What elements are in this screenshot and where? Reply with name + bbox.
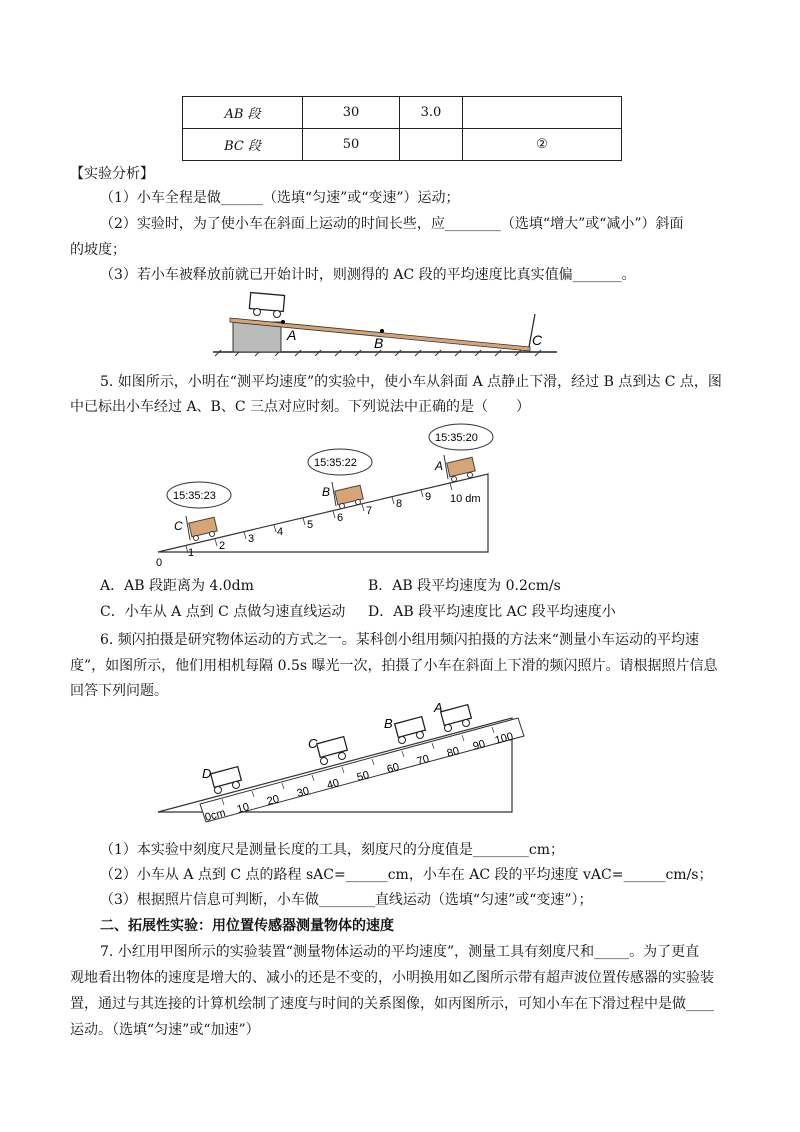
q6-stem-cont: 度”，如图所示，他们用相机每隔 0.5s 曝光一次，拍摄了小车在斜面上下滑的频闪照片。请根据照片信息	[70, 658, 718, 674]
label-a: A	[287, 327, 297, 343]
q6-sub3: （3）根据照片信息可判断，小车做________直线运动（选填“匀速”或“变速”）；	[100, 892, 593, 908]
tick-label: 2	[219, 540, 226, 552]
tick-label: 30	[295, 785, 311, 800]
tick-label: 10 dm	[450, 493, 481, 505]
label-b: B	[374, 335, 384, 351]
label-c: C	[308, 736, 318, 751]
figure-incline-2	[150, 422, 500, 572]
timestamp-a: 15:35:20	[435, 432, 478, 444]
tick-label: 80	[445, 745, 461, 760]
tick-label: 6	[337, 512, 344, 524]
tick-label: 50	[355, 769, 371, 784]
label-a: A	[435, 459, 444, 473]
tick-label: 4	[277, 526, 284, 538]
tick-label: 60	[385, 761, 401, 776]
tick-label: 0cm	[203, 806, 227, 824]
table-cell: 30	[303, 97, 400, 129]
table-cell: 3.0	[400, 97, 463, 129]
label-b: B	[322, 485, 331, 499]
q5-stem-cont: 中已标出小车经过 A、B、C 三点对应时刻。下列说法中正确的是（ ）	[70, 399, 531, 415]
figure-incline-3	[152, 700, 532, 830]
analysis-q2: （2）实验时，为了使小车在斜面上运动的时间长些，应________（选填“增大”或“减小”）斜面	[100, 216, 684, 232]
table-cell: AB 段	[183, 97, 303, 129]
label-d: D	[202, 766, 212, 781]
tick-label: 40	[325, 777, 341, 792]
section-title: 二、拓展性实验：用位置传感器测量物体的速度	[100, 918, 394, 934]
q5-stem: 5. 如图所示，小明在“测平均速度”的实验中，使小车从斜面 A 点静止下滑，经过 B 点到达 C 点，图	[100, 374, 722, 390]
q7-text-cont3: 运动。（选填“匀速”或“加速”）	[70, 1022, 260, 1038]
table-cell	[400, 129, 463, 161]
analysis-q3: （3）若小车被释放前就已开始计时，则测得的 AC 段的平均速度比真实值偏_______。	[100, 267, 636, 283]
option-c: C．小车从 A 点到 C 点做匀速直线运动	[100, 604, 346, 620]
label-c: C	[174, 519, 183, 533]
option-d: D．AB 段平均速度比 AC 段平均速度小	[368, 604, 616, 620]
tick-label: 90	[471, 738, 487, 753]
q6-sub2: （2）小车从 A 点到 C 点的路程 sAC=______cm，小车在 AC 段的平均速度 vAC=______cm/s；	[100, 867, 713, 883]
table-row	[183, 97, 622, 129]
tick-label: 70	[415, 753, 431, 768]
tick-label: 5	[307, 519, 314, 531]
tick-label: 1	[188, 547, 195, 559]
tick-label: 10	[235, 801, 251, 816]
timestamp-c: 15:35:23	[173, 490, 216, 502]
analysis-q2-cont: 的坡度；	[70, 242, 126, 258]
table-cell: BC 段	[183, 129, 303, 161]
option-a: A．AB 段距离为 4.0dm	[100, 578, 254, 594]
tick-label: 3	[248, 533, 255, 545]
q7-text: 7. 小红用甲图所示的实验装置“测量物体运动的平均速度”，测量工具有刻度尺和_____。为了更直	[100, 944, 700, 960]
label-b: B	[384, 716, 393, 731]
data-table	[182, 96, 622, 161]
table-cell: 50	[303, 129, 400, 161]
tick-label: 9	[425, 491, 432, 503]
tick-label: 20	[265, 793, 281, 808]
q6-stem: 6. 频闪拍摄是研究物体运动的方式之一。某科创小组用频闪拍摄的方法来“测量小车运动的平均速	[100, 632, 699, 648]
q7-text-cont2: 置，通过与其连接的计算机绘制了速度与时间的关系图像，如丙图所示，可知小车在下滑过程中是做____	[70, 996, 714, 1012]
option-b: B．AB 段平均速度为 0.2cm/s	[368, 578, 561, 594]
timestamp-b: 15:35:22	[314, 457, 357, 469]
table-cell: ②	[463, 129, 622, 161]
tick-label: 8	[396, 498, 403, 510]
tick-label: 100	[493, 730, 515, 747]
label-c: C	[532, 332, 543, 348]
tick-label: 0	[156, 557, 163, 569]
table-cell	[463, 97, 622, 129]
figure-incline-1	[205, 284, 565, 364]
table-row	[183, 129, 622, 161]
analysis-q1: （1）小车全程是做______（选填“匀速”或“变速”）运动；	[100, 190, 460, 206]
label-a: A	[434, 700, 443, 715]
tick-label: 7	[366, 505, 373, 517]
analysis-heading: 【实验分析】	[70, 166, 154, 182]
q6-sub1: （1）本实验中刻度尺是测量长度的工具，刻度尺的分度值是________cm；	[100, 842, 565, 858]
q6-stem-cont2: 回答下列问题。	[70, 683, 168, 699]
q7-text-cont: 观地看出物体的速度是增大的、减小的还是不变的，小明换用如乙图所示带有超声波位置传感器的实验装	[70, 970, 714, 986]
